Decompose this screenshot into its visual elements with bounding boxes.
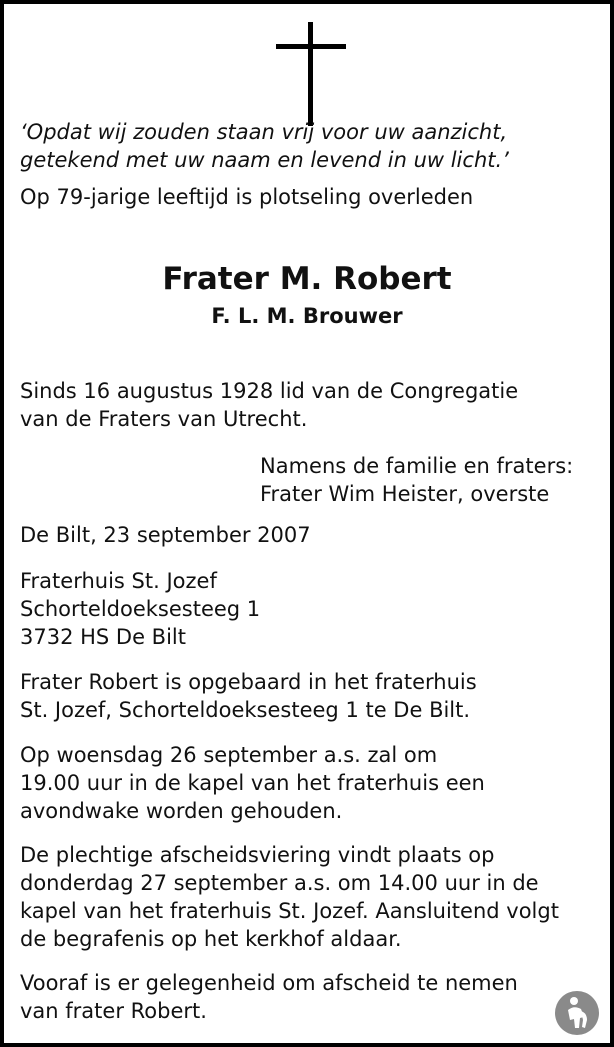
intro-text: Op 79-jarige leeftijd is plotseling overleden [20, 185, 474, 209]
place-date: De Bilt, 23 september 2007 [20, 523, 311, 547]
farewell-line-2: van frater Robert. [20, 999, 207, 1023]
deceased-civil-name: F. L. M. Brouwer [211, 304, 403, 328]
membership-line-2: van de Fraters van Utrecht. [20, 407, 308, 431]
quote-line-2: getekend met uw naam en levend in uw licht.’ [20, 148, 509, 172]
vigil-line-1: Op woensdag 26 september a.s. zal om [20, 743, 438, 767]
funeral-line-1: De plechtige afscheidsviering vindt plaats op [20, 843, 495, 867]
laid-out-line-1: Frater Robert is opgebaard in het fraterhuis [20, 670, 477, 694]
quote-line-1: ‘Opdat wij zouden staan vrij voor uw aanzicht, [20, 120, 508, 144]
farewell-line-1: Vooraf is er gelegenheid om afscheid te nemen [20, 971, 518, 995]
memorial-figure-logo [554, 990, 600, 1036]
deceased-name: Frater M. Robert [162, 261, 452, 297]
funeral-line-2: donderdag 27 september a.s. om 14.00 uur in de [20, 871, 539, 895]
laid-out-line-2: St. Jozef, Schorteldoeksesteeg 1 te De Bilt. [20, 698, 471, 722]
cross-horizontal-bar [276, 44, 346, 49]
vigil-line-3: avondwake worden gehouden. [20, 799, 343, 823]
address-line-2: Schorteldoeksesteeg 1 [20, 597, 261, 621]
cross-vertical-bar [308, 22, 313, 126]
membership-line-1: Sinds 16 augustus 1928 lid van de Congregatie [20, 379, 519, 403]
address-line-1: Fraterhuis St. Jozef [20, 569, 217, 593]
address-line-3: 3732 HS De Bilt [20, 625, 186, 649]
cross-icon [276, 22, 346, 126]
funeral-line-3: kapel van het fraterhuis St. Jozef. Aansluitend volgt [20, 899, 559, 923]
vigil-line-2: 19.00 uur in de kapel van het fraterhuis een [20, 771, 485, 795]
signatory-line-1: Namens de familie en fraters: [260, 454, 574, 478]
funeral-line-4: de begrafenis op het kerkhof aldaar. [20, 927, 402, 951]
signatory-line-2: Frater Wim Heister, overste [260, 482, 550, 506]
